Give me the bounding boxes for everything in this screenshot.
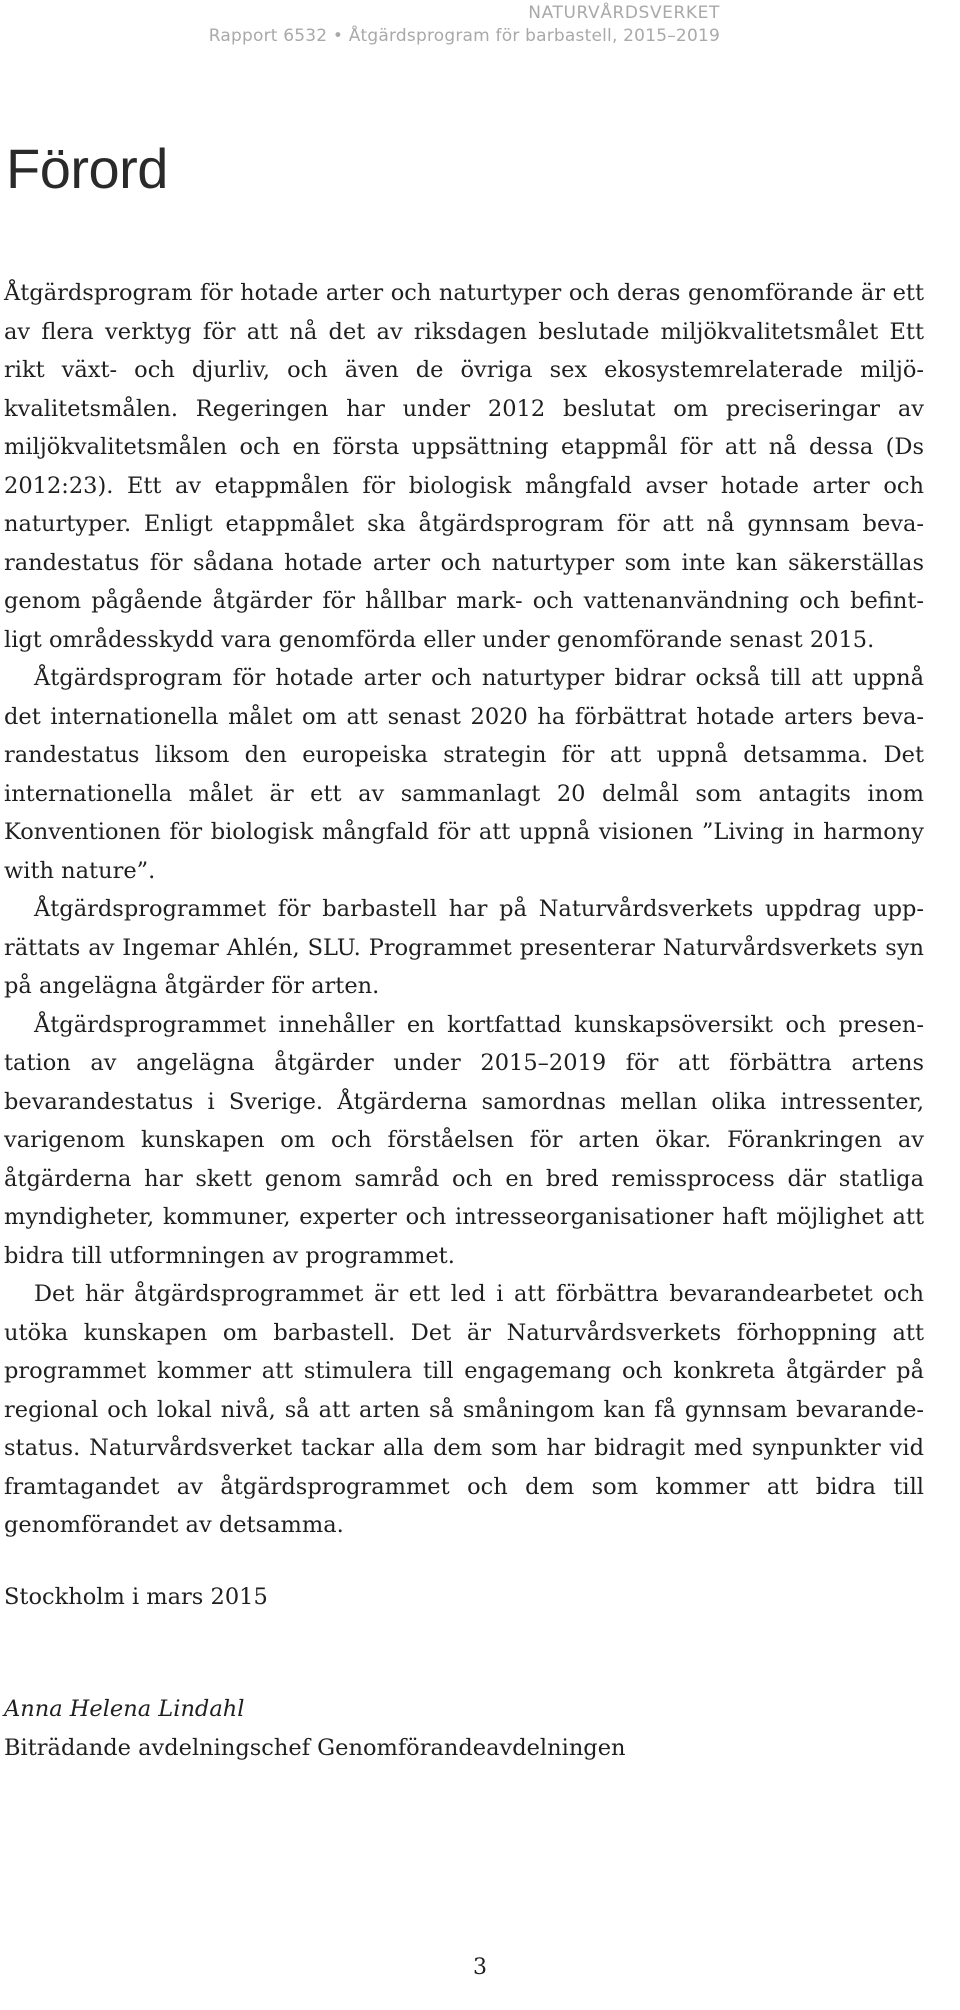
page-title: Förord xyxy=(6,137,168,200)
foreword-body xyxy=(4,274,924,1545)
signer-role: Biträdande avdelningschef Genomförandeavdelningen xyxy=(4,1734,626,1761)
signature-block xyxy=(4,1690,626,1767)
page-number: 3 xyxy=(473,1955,487,1980)
header-report-line: Rapport 6532 • Åtgärdsprogram för barbastell, 2015–2019 xyxy=(208,26,720,46)
header-organization: NATURVÅRDSVERKET xyxy=(528,3,720,23)
paragraph: Åtgärdsprogrammet för barbastell har på Naturvårdsverkets uppdrag upprättats av Ingemar Ahlén, SLU. Programmet presenterar Naturvårdsverkets syn på angelägna åtgärder för arten. xyxy=(4,896,924,999)
running-header xyxy=(209,2,720,48)
paragraph: Det här åtgärdsprogrammet är ett led i att förbättra bevarandearbetet och utöka kunskapen om barbastell. Det är Naturvårdsverkets förhoppning att programmet kommer att stimulera till engagemang och konkreta åtgärder på regional och lokal nivå, så att arten så småningom kan få gynnsam bevarandestatus. Naturvårdsverket tackar alla dem som har bidragit med synpunkter vid framtagandet av åtgärdsprogrammet och dem som kommer att bidra till genomförandet av detsamma. xyxy=(4,1281,924,1538)
paragraph: Åtgärdsprogrammet innehåller en kortfattad kunskapsöversikt och presentation av angelägna åtgärder under 2015–2019 för att förbättra artens bevarandestatus i Sverige. Åtgärderna samordnas mellan olika intressenter, varigenom kunskapen om och förståelsen för arten ökar. Förankringen av åtgärderna har skett genom samråd och en bred remissprocess där statliga myndigheter, kommuner, experter och intresseorganisationer haft möjlighet att bidra till utformningen av programmet. xyxy=(4,1011,924,1269)
paragraph: Åtgärdsprogram för hotade arter och naturtyper och deras genomförande är ett av flera verktyg för att nå det av riksdagen beslutade miljökvalitetsmålet Ett rikt växt- och djurliv, och även de övriga sex ekosystemrelaterade miljökvalitetsmålen. Regeringen har under 2012 beslutat om preciseringar av miljökvalitetsmålen och en första uppsättning etappmål för att nå dessa (Ds 2012:23). Ett av etappmålen för biologisk mångfald avser hotade arter och naturtyper. Enligt etappmålet ska åtgärdsprogram för att nå gynnsam bevarandestatus för sådana hotade arter och naturtyper som inte kan säkerställas genom pågående åtgärder för hållbar mark- och vattenanvändning och befintligt områdesskydd vara genomförda eller under genomförande senast 2015. xyxy=(4,280,924,653)
place-date: Stockholm i mars 2015 xyxy=(4,1584,268,1610)
signer-name: Anna Helena Lindahl xyxy=(4,1696,245,1722)
paragraph: Åtgärdsprogram för hotade arter och naturtyper bidrar också till att uppnå det internationella målet om att senast 2020 ha förbättrat hotade arters bevarandestatus liksom den europeiska strategin för att uppnå detsamma. Det internationella målet är ett av sammanlagt 20 delmål som antagits inom Konventionen för biologisk mångfald för att uppnå visionen ”Living in harmony with nature”. xyxy=(4,665,924,884)
